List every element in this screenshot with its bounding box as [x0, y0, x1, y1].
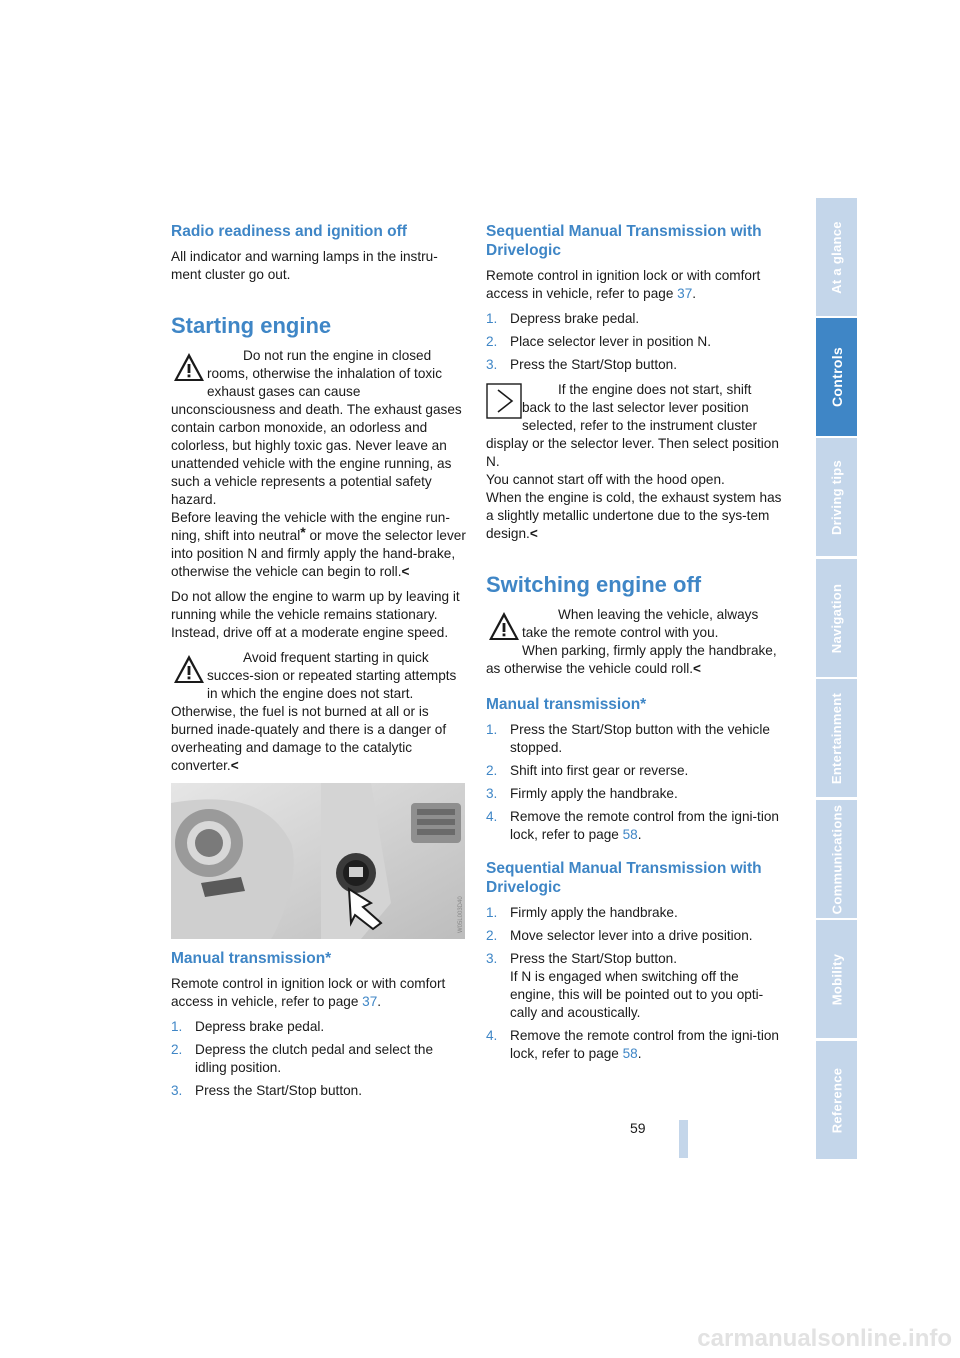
section-heading: Manual transmission* — [171, 950, 332, 967]
section-heading: Radio readiness and ignition off — [171, 223, 407, 240]
list-item — [486, 356, 782, 374]
step-text: Press the Start/Stop button. — [510, 357, 677, 372]
list-item — [486, 904, 782, 922]
page-link[interactable]: 37 — [677, 286, 693, 301]
paragraph — [171, 975, 467, 1011]
list-item — [486, 310, 782, 328]
tab-communications[interactable] — [816, 800, 857, 918]
step-text: Remove the remote control from the igni-tion lock, refer to page — [510, 1028, 779, 1061]
warning-text: When parking, firmly apply the handbrake, as otherwise the vehicle could roll. — [486, 643, 777, 676]
step-text: Press the Start/Stop button with the vehicle stopped. — [510, 722, 770, 755]
steps-list — [171, 1018, 467, 1100]
end-mark: < — [230, 758, 239, 773]
end-mark: < — [401, 564, 410, 579]
tab-label: Communications — [829, 804, 844, 914]
warning-text: or move the selector lever into position N and firmly apply the hand-brake, otherwise the vehicle can begin to roll. — [171, 528, 466, 579]
step-number: 4. — [486, 809, 498, 824]
paragraph: Do not allow the engine to warm up by leaving it running while the vehicle remains stationary. Instead, drive off at a moderate engine speed. — [171, 589, 460, 640]
tab-mobility[interactable] — [816, 920, 857, 1038]
list-item — [486, 333, 782, 351]
section-heading: Sequential Manual Transmission with Drivelogic — [486, 860, 762, 896]
page-link[interactable]: 37 — [362, 994, 378, 1009]
tab-driving-tips[interactable] — [816, 438, 857, 556]
start-stop-button-photo — [171, 783, 465, 939]
list-item — [486, 721, 782, 757]
step-subtext: If N is engaged when switching off the engine, this will be pointed out to you opti-cally and acoustically. — [510, 969, 764, 1020]
step-text: Press the Start/Stop button. — [510, 951, 677, 966]
step-number: 4. — [486, 1028, 498, 1043]
warning-text: When leaving the vehicle, always take the remote control with you. — [522, 607, 759, 640]
section-heading: Switching engine off — [486, 572, 702, 597]
warning-triangle-icon — [486, 608, 522, 644]
list-item — [486, 785, 782, 803]
section-heading: Sequential Manual Transmission with Drivelogic — [486, 223, 762, 259]
warning-triangle-icon — [171, 651, 207, 687]
tab-label: At a glance — [829, 220, 844, 294]
step-number: 1. — [486, 905, 498, 920]
list-item — [486, 808, 782, 844]
step-number: 2. — [486, 928, 498, 943]
step-text: . — [637, 1046, 642, 1061]
note-text: When the engine is cold, the exhaust system has a slightly metallic undertone due to the sys-tem design. — [486, 490, 782, 541]
step-text: Depress the clutch pedal and select the idling position. — [195, 1042, 434, 1075]
note-text: You cannot start off with the hood open. — [486, 472, 725, 487]
step-number: 2. — [171, 1042, 183, 1057]
svg-text:carmanualsonline.info: carmanualsonline.info — [697, 1325, 952, 1352]
step-text: Firmly apply the handbrake. — [510, 905, 678, 920]
page-number: 59 — [630, 1120, 646, 1136]
tab-label: Navigation — [829, 583, 844, 653]
step-text: Press the Start/Stop button. — [195, 1083, 362, 1098]
step-text: Move selector lever into a drive position. — [510, 928, 753, 943]
photo-code: W05L003D40 — [458, 896, 464, 933]
warning-text: Avoid frequent starting in quick succes-sion or repeated starting attempts in which the engine does not start. Otherwise, the fuel is not burned at all or is burned inade-quately and there is a danger of overheating and damage to the catalytic converter. — [171, 650, 457, 773]
step-number: 3. — [486, 357, 498, 372]
step-number: 2. — [486, 763, 498, 778]
steps-list — [486, 721, 782, 844]
list-item — [171, 1082, 467, 1100]
section-heading: Manual transmission* — [486, 696, 647, 713]
step-number: 1. — [486, 722, 498, 737]
list-item — [486, 950, 782, 1022]
step-text: Depress brake pedal. — [510, 311, 640, 326]
warning-block — [486, 606, 782, 678]
watermark — [0, 1318, 960, 1358]
tab-label: Reference — [829, 1067, 845, 1133]
step-number: 3. — [486, 951, 498, 966]
list-item — [486, 927, 782, 945]
paragraph-text: Remote control in ignition lock or with comfort access in vehicle, refer to page — [171, 976, 446, 1009]
list-item — [171, 1018, 467, 1036]
paragraph-text: Remote control in ignition lock or with comfort access in vehicle, refer to page — [486, 268, 761, 301]
tab-controls[interactable] — [816, 318, 857, 436]
step-number: 3. — [171, 1083, 183, 1098]
tab-reference[interactable] — [816, 1041, 857, 1159]
step-number: 3. — [486, 786, 498, 801]
paragraph-text: . — [377, 994, 382, 1009]
warning-block — [171, 649, 467, 775]
tab-at-a-glance[interactable] — [816, 198, 857, 316]
list-item — [486, 762, 782, 780]
list-item — [486, 1027, 782, 1063]
note-block — [486, 381, 782, 543]
step-text: Shift into first gear or reverse. — [510, 763, 689, 778]
step-number: 1. — [171, 1019, 183, 1034]
end-mark: < — [529, 526, 538, 541]
paragraph: All indicator and warning lamps in the instru-ment cluster go out. — [171, 249, 438, 282]
tab-navigation[interactable] — [816, 559, 857, 677]
page-link[interactable]: 58 — [622, 827, 638, 842]
paragraph — [486, 267, 782, 303]
step-text: Depress brake pedal. — [195, 1019, 325, 1034]
note-text: If the engine does not start, shift back to the last selector lever position selected, refer to the instrument cluster display or the selector lever. Then select position N. — [486, 382, 779, 469]
page-link[interactable]: 58 — [622, 1046, 638, 1061]
tab-entertainment[interactable] — [816, 679, 857, 797]
step-text: . — [637, 827, 642, 842]
step-number: 2. — [486, 334, 498, 349]
warning-text: Do not run the engine in closed rooms, otherwise the inhalation of toxic exhaust gases can cause unconsciousness and death. The exhaust gases contain carbon monoxide, an odorless and colorless, but highly toxic gas. Never leave an unattended vehicle with the engine running, as such a vehicle represents a potential safety hazard. — [171, 348, 462, 507]
steps-list — [486, 310, 782, 374]
end-mark: < — [693, 661, 701, 676]
step-text: Firmly apply the handbrake. — [510, 786, 678, 801]
step-number: 1. — [486, 311, 498, 326]
chapter-tabs — [816, 198, 857, 1160]
tab-label: Driving tips — [829, 459, 845, 535]
tab-label: Mobility — [829, 953, 845, 1005]
tab-label: Entertainment — [829, 692, 844, 784]
list-item — [171, 1041, 467, 1077]
paragraph-text: . — [692, 286, 697, 301]
warning-block — [171, 347, 467, 581]
step-text: Remove the remote control from the igni-tion lock, refer to page — [510, 809, 779, 842]
tab-label: Controls — [828, 347, 845, 407]
section-heading: Starting engine — [171, 313, 332, 338]
steps-list — [486, 904, 782, 1063]
optional-equipment-star: * — [300, 524, 306, 540]
note-arrow-icon — [486, 383, 522, 419]
step-text: Place selector lever in position N. — [510, 334, 711, 349]
warning-text: Before leaving the vehicle with the engine run-ning, shift into neutral — [171, 510, 450, 543]
right-column — [486, 222, 782, 1070]
page-marker-bar — [679, 1120, 688, 1158]
left-column — [171, 222, 467, 1107]
warning-triangle-icon — [171, 349, 207, 385]
